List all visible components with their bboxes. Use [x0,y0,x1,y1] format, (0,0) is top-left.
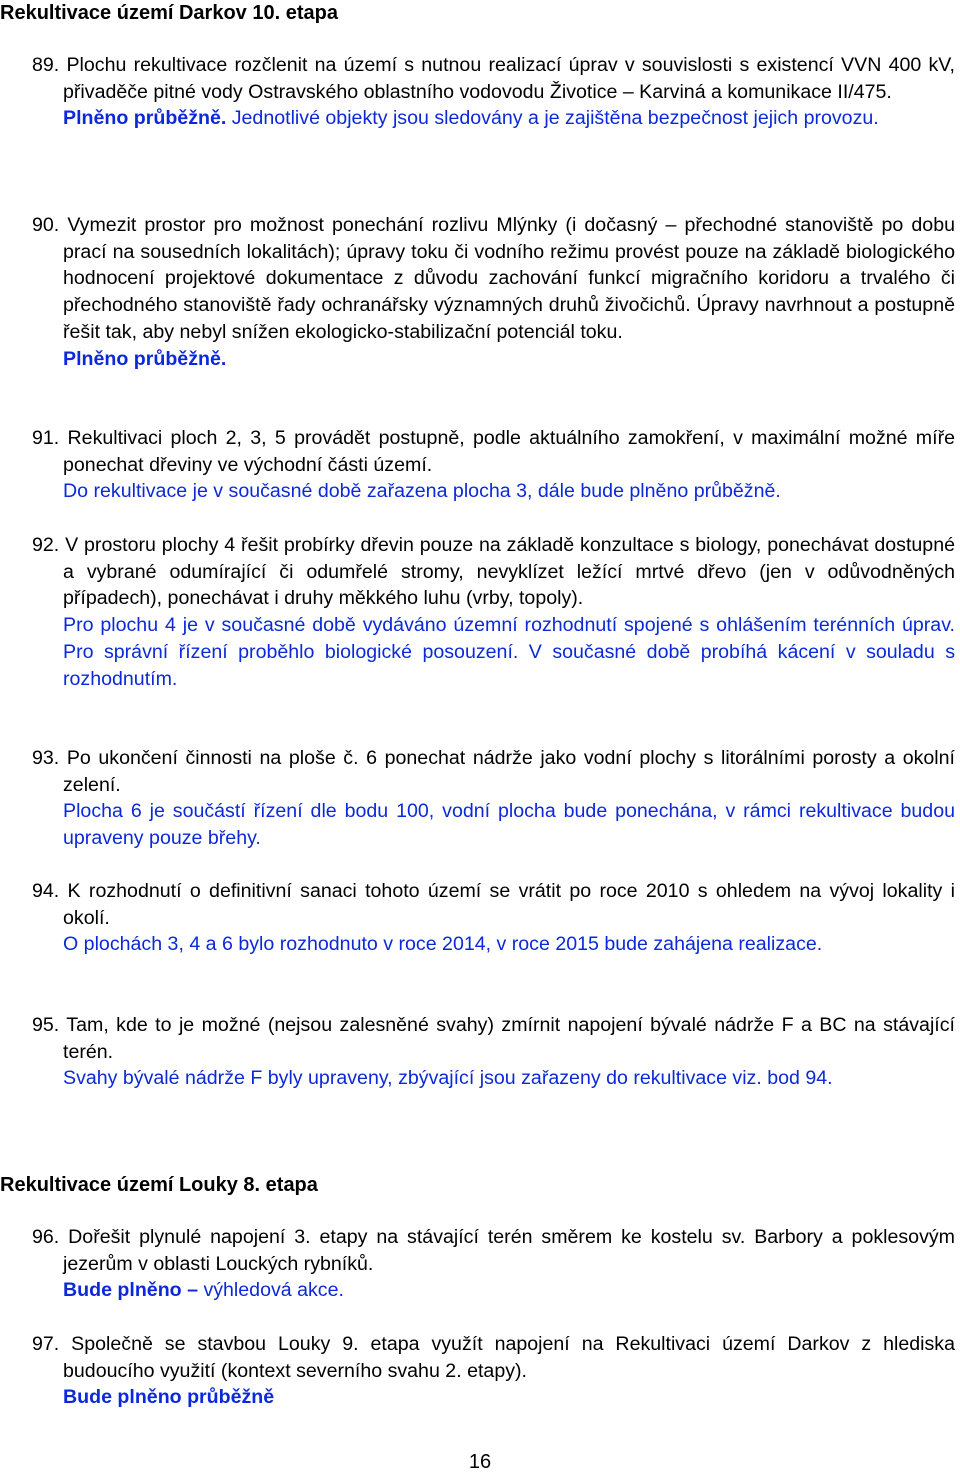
page-number: 16 [468,1451,492,1473]
item-status [63,1384,955,1411]
status-bold: Plněno průběžně. [63,347,227,370]
item-text: 93. Po ukončení činnosti na ploše č. 6 ponechat nádrže jako vodní plochy s litorálními porosty a okolní zelení. [32,747,955,796]
status-bold: Plněno průběžně. [63,107,227,130]
item-status [63,1277,955,1304]
list-item-91 [32,425,955,505]
status-text: Pro plochu 4 je v současné době vydáváno územní rozhodnutí spojené s ohlášením terénních úprav. Pro správní řízení proběhlo biologické posouzení. V současné době probíhá kácení v souladu s rozhodnutím. [63,614,955,690]
item-text: 97. Společně se stavbou Louky 9. etapa využít napojení na Rekultivaci území Darkov z hlediska budoucího využití (kontext severního svahu 2. etapy). [32,1333,955,1382]
list-item-94 [32,878,955,958]
section-title-louky: Rekultivace území Louky 8. etapa [0,1174,318,1196]
status-text: Svahy bývalé nádrže F byly upraveny, zbývající jsou zařazeny do rekultivace viz. bod 94. [63,1067,833,1090]
item-text: 95. Tam, kde to je možné (nejsou zalesněné svahy) zmírnit napojení bývalé nádrže F a BC na stávající terén. [32,1014,955,1063]
list-item-92 [32,532,955,692]
status-text: Do rekultivace je v současné době zařazena plocha 3, dále bude plněno průběžně. [63,480,781,503]
item-text: 96. Dořešit plynulé napojení 3. etapy na stávající terén směrem ke kostelu sv. Barbory a poklesovým jezerům v oblasti Louckých rybníků. [32,1226,955,1275]
list-item-89 [32,52,955,132]
item-status [63,612,955,692]
item-text: 94. K rozhodnutí o definitivní sanaci tohoto území se vrátit po roce 2010 s ohledem na vývoj lokality i okolí. [32,880,955,929]
list-item-93 [32,745,955,852]
item-text: 90. Vymezit prostor pro možnost ponechání rozlivu Mlýnky (i dočasný – přechodné stanoviště po dobu prací na sousedních lokalitách); úpravy toku či vodního režimu provést pouze na základě biologického hodnocení projektové dokumentace z důvodu zachování funkcí migračního koridoru a trvalého či přechodného stanoviště řady ochranářsky významných druhů živočichů. Úpravy navrhnout a postupně řešit tak, aby nebyl snížen ekologicko-stabilizační potenciál toku. [32,214,955,343]
item-text: 91. Rekultivaci ploch 2, 3, 5 provádět postupně, podle aktuálního zamokření, v maximální možné míře ponechat dřeviny ve východní části území. [32,427,955,476]
item-status [63,798,955,851]
item-status [63,931,955,958]
list-item-90 [32,212,955,372]
status-bold: Bude plněno – [63,1279,198,1302]
item-status [63,346,955,373]
status-text: O plochách 3, 4 a 6 bylo rozhodnuto v roce 2014, v roce 2015 bude zahájena realizace. [63,933,823,956]
status-bold: Bude plněno průběžně [63,1386,275,1409]
list-item-95 [32,1012,955,1092]
item-text: 92. V prostoru plochy 4 řešit probírky dřevin pouze na základě konzultace s biology, ponechávat dostupné a vybrané odumírající či odumřelé stromy, nevyklízet ležící mrtvé dřevo (jen v odůvodněných případech), ponechávat i druhy měkkého luhu (vrby, topoly). [32,534,955,610]
list-item-96 [32,1224,955,1304]
list-item-97 [32,1331,955,1411]
item-status [63,1065,955,1092]
status-text: Jednotlivé objekty jsou sledovány a je zajištěna bezpečnost jejich provozu. [226,107,879,130]
item-status [63,478,955,505]
status-text: výhledová akce. [198,1279,344,1302]
status-text: Plocha 6 je součástí řízení dle bodu 100, vodní plocha bude ponechána, v rámci rekultivace budou upraveny pouze břehy. [63,800,955,850]
section-title-darkov: Rekultivace území Darkov 10. etapa [0,2,338,24]
item-text: 89. Plochu rekultivace rozčlenit na území s nutnou realizací úprav v souvislosti s existencí VVN 400 kV, přivaděče pitné vody Ostravského oblastního vodovodu Životice – Karviná a komunikace II/475. [32,54,955,103]
item-status [63,105,955,132]
